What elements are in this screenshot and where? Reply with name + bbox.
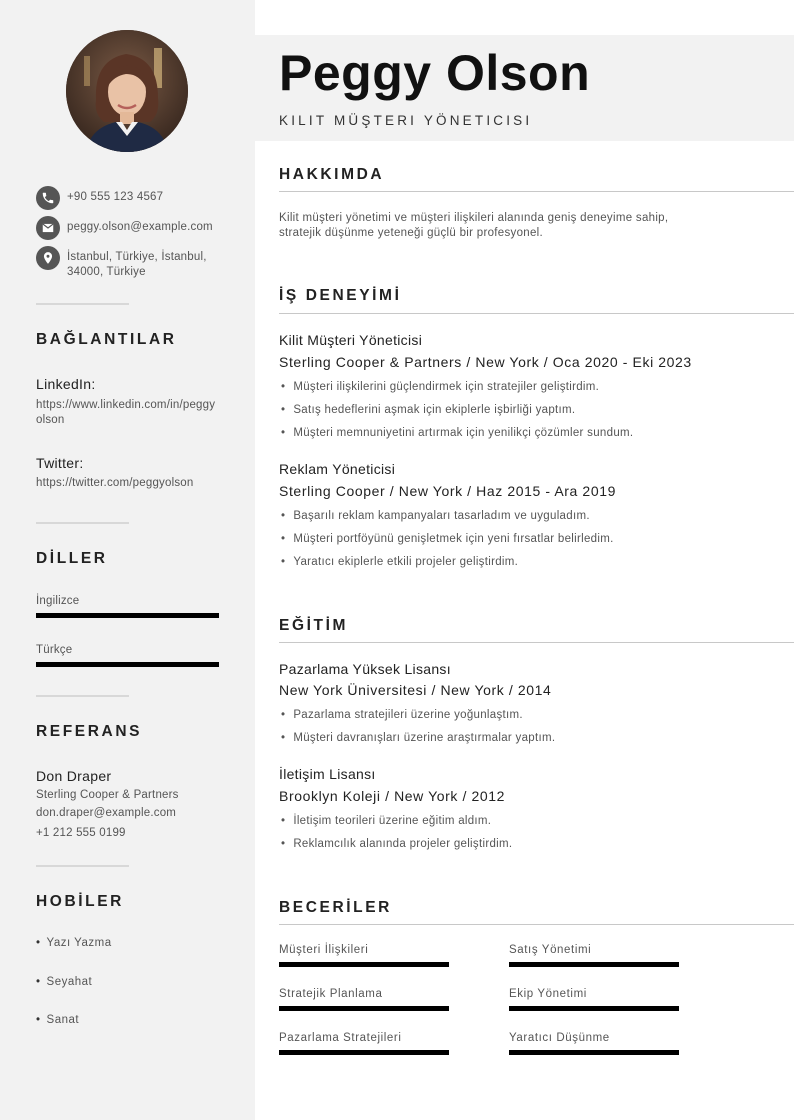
hobby-item: • Yazı Yazma	[36, 937, 112, 949]
twitter-link[interactable]: https://twitter.com/peggyolson	[36, 477, 194, 489]
phone-text: +90 555 123 4567	[67, 191, 164, 203]
reference-email[interactable]: don.draper@example.com	[36, 807, 177, 819]
address-line-2: 34000, Türkiye	[67, 266, 146, 278]
about-text	[279, 211, 749, 241]
about-heading: HAKKIMDA	[279, 166, 385, 183]
email-text: peggy.olson@example.com	[67, 221, 213, 233]
job-bullet: • Müşteri memnuniyetini artırmak için yenilikçi çözümler sundum.	[281, 427, 633, 439]
reference-phone: +1 212 555 0199	[36, 827, 126, 839]
linkedin-url-line-2[interactable]: olson	[36, 414, 65, 426]
hobby-item: • Sanat	[36, 1014, 79, 1026]
connections-heading: BAĞLANTILAR	[36, 331, 177, 348]
linkedin-label: LinkedIn:	[36, 376, 96, 392]
job-bullet: • Müşteri portföyünü genişletmek için yeni fırsatlar belirledim.	[281, 533, 614, 545]
education-heading: EĞİTİM	[279, 617, 348, 634]
skill-name: Yaratıcı Düşünme	[509, 1032, 610, 1044]
skills-heading: BECERİLER	[279, 899, 392, 916]
skill-name: Pazarlama Stratejileri	[279, 1032, 402, 1044]
edu-school: New York Üniversitesi / New York / 2014	[279, 682, 552, 698]
sidebar-divider	[36, 865, 129, 867]
contact-phone	[36, 186, 163, 210]
job-role: Reklam Yöneticisi	[279, 461, 396, 477]
job-bullet: • Satış hedeflerini aşmak için ekiplerle işbirliği yaptım.	[281, 404, 575, 416]
section-rule	[279, 313, 794, 314]
person-name: Peggy Olson	[279, 45, 591, 101]
experience-heading: İŞ DENEYİMİ	[279, 287, 402, 304]
job-bullet: • Başarılı reklam kampanyaları tasarladım ve uyguladım.	[281, 510, 590, 522]
skill-level-bar	[509, 1050, 679, 1055]
job-role: Kilit Müşteri Yöneticisi	[279, 332, 423, 348]
job-bullet: • Müşteri ilişkilerini güçlendirmek için stratejiler geliştirdim.	[281, 381, 599, 393]
skill-name: Ekip Yönetimi	[509, 988, 587, 1000]
section-rule	[279, 191, 794, 192]
portrait-icon	[66, 30, 188, 152]
sidebar-divider	[36, 695, 129, 697]
twitter-label: Twitter:	[36, 455, 84, 471]
skill-name: Stratejik Planlama	[279, 988, 383, 1000]
edu-bullet: • İletişim teorileri üzerine eğitim aldım.	[281, 815, 491, 827]
about-line-2: stratejik düşünme yeteneği güçlü bir profesyonel.	[279, 227, 544, 239]
job-bullet: • Yaratıcı ekiplerle etkili projeler geliştirdim.	[281, 556, 518, 568]
about-line-1: Kilit müşteri yönetimi ve müşteri ilişkileri alanında geniş deneyime sahip,	[279, 212, 669, 224]
edu-school: Brooklyn Koleji / New York / 2012	[279, 788, 506, 804]
skill-level-bar	[509, 962, 679, 967]
linkedin-link[interactable]	[36, 398, 215, 428]
profile-photo	[66, 30, 188, 152]
language-name: Türkçe	[36, 644, 73, 656]
contact-email	[36, 216, 213, 240]
reference-name: Don Draper	[36, 768, 112, 784]
edu-bullet: • Pazarlama stratejileri üzerine yoğunlaştım.	[281, 709, 523, 721]
envelope-icon	[36, 216, 60, 240]
sidebar-divider	[36, 303, 129, 305]
skill-level-bar	[279, 962, 449, 967]
phone-icon	[36, 186, 60, 210]
address-text	[67, 250, 207, 280]
linkedin-url-line-1[interactable]: https://www.linkedin.com/in/peggy	[36, 399, 216, 411]
reference-heading: REFERANS	[36, 723, 143, 740]
skill-level-bar	[279, 1006, 449, 1011]
edu-bullet: • Reklamcılık alanında projeler geliştirdim.	[281, 838, 512, 850]
skill-name: Satış Yönetimi	[509, 944, 592, 956]
language-level-bar	[36, 613, 219, 618]
reference-company: Sterling Cooper & Partners	[36, 789, 179, 801]
job-org: Sterling Cooper & Partners / New York / Oca 2020 - Eki 2023	[279, 354, 692, 370]
languages-heading: DİLLER	[36, 550, 108, 567]
sidebar-divider	[36, 522, 129, 524]
edu-degree: Pazarlama Yüksek Lisansı	[279, 661, 451, 677]
contact-address	[36, 246, 207, 280]
skill-level-bar	[279, 1050, 449, 1055]
language-name: İngilizce	[36, 595, 80, 607]
hobbies-heading: HOBİLER	[36, 893, 124, 910]
hobby-item: • Seyahat	[36, 976, 92, 988]
section-rule	[279, 924, 794, 925]
section-rule	[279, 642, 794, 643]
language-level-bar	[36, 662, 219, 667]
job-title: KILIT MÜŞTERI YÖNETICISI	[279, 113, 533, 128]
job-org: Sterling Cooper / New York / Haz 2015 - Ara 2019	[279, 483, 616, 499]
edu-bullet: • Müşteri davranışları üzerine araştırmalar yaptım.	[281, 732, 555, 744]
address-line-1: İstanbul, Türkiye, İstanbul,	[67, 251, 207, 263]
edu-degree: İletişim Lisansı	[279, 766, 376, 782]
skill-level-bar	[509, 1006, 679, 1011]
location-pin-icon	[36, 246, 60, 270]
skill-name: Müşteri İlişkileri	[279, 944, 369, 956]
